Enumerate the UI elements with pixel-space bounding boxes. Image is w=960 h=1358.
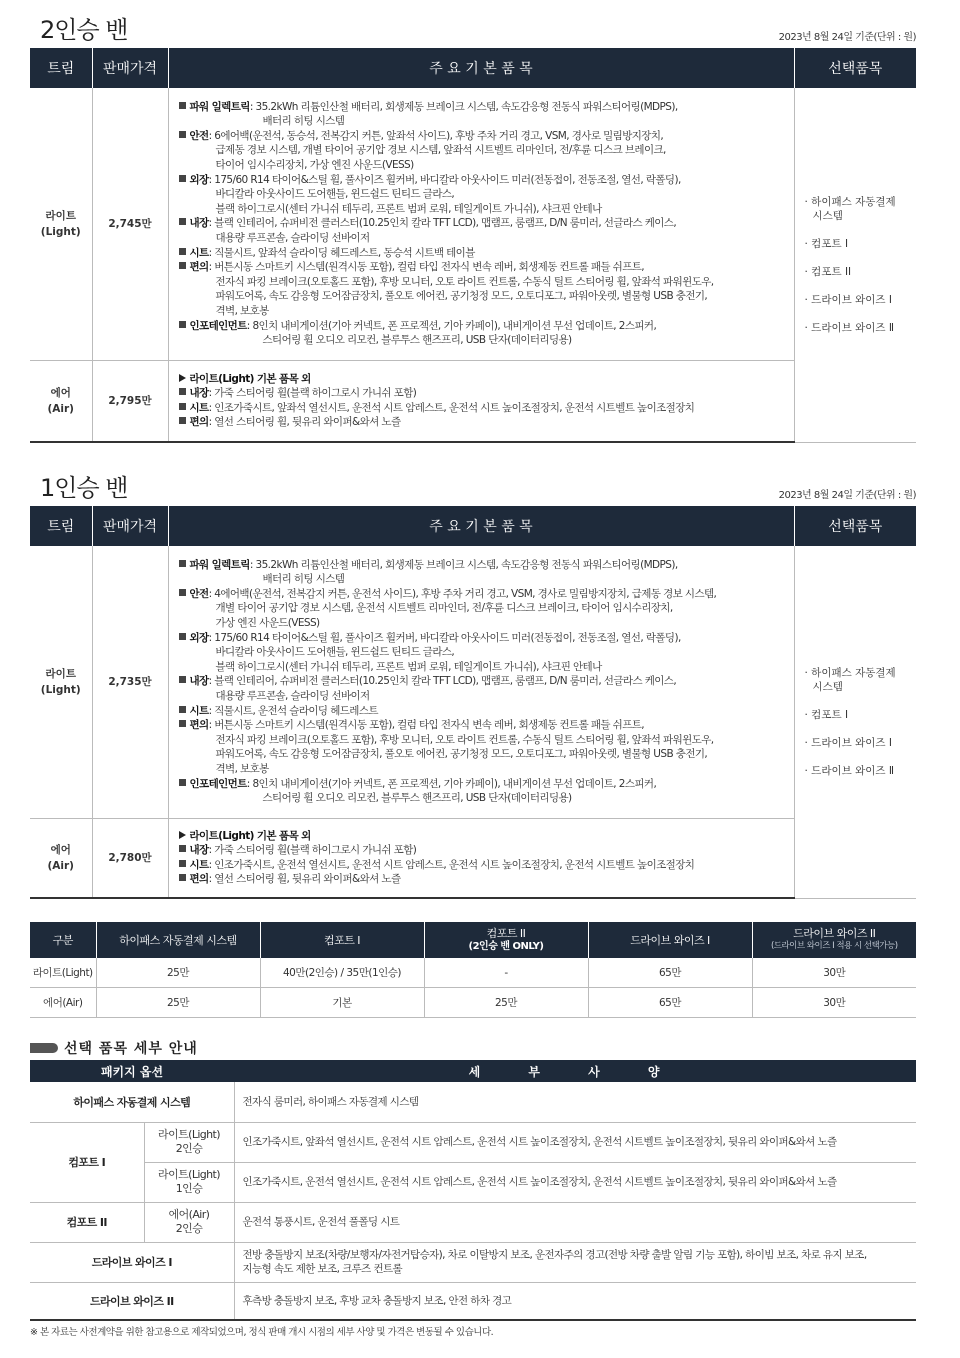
price-cell: 30만 (752, 988, 916, 1018)
feature-line (179, 631, 786, 646)
table-row (30, 1202, 916, 1242)
feature-line (179, 231, 786, 246)
option-detail-heading (30, 1038, 198, 1058)
feature-category: 외장 (189, 631, 209, 644)
feature-text: 바디칼라 아웃사이드 도어핸들, 윈드쉴드 틴티드 글라스, (215, 188, 455, 201)
table-row (30, 958, 916, 988)
feature-line (179, 858, 786, 873)
feature-text: 파워도어록, 속도 감응형 도어잠금장치, 풀오토 에어컨, 공기청정 모드, 오토디포그, 파워아웃렛, 별물형 USB 충전기, (215, 748, 708, 761)
feature-line (179, 129, 786, 144)
feature-text: 스티어링 휠 오디오 리모컨, 블루투스 핸즈프리, USB 단자(데이터리딩용) (262, 792, 572, 805)
feature-category: 안전 (189, 587, 209, 600)
feature-category: 파워 일렉트릭 (189, 558, 250, 571)
header-price: 판매가격 (92, 506, 168, 546)
trim-name: 에어 (50, 843, 71, 856)
price-header-hipass: 하이패스 자동결제 시스템 (96, 922, 260, 958)
feature-line (179, 718, 786, 733)
feature-line (179, 645, 786, 660)
price-cell: 25만 (96, 988, 260, 1018)
feature-line (179, 216, 786, 231)
detail-header-spec: 세 부 사 양 (234, 1060, 916, 1082)
feature-text: : 버튼시동 스마트키 시스템(원격시동 포함), 컬럼 타입 전자식 변속 레버, 회생제동 컨트롤 패들 쉬프트, (208, 261, 645, 274)
feature-line (179, 289, 786, 304)
feature-text: 바디칼라 아웃사이드 도어핸들, 윈드쉴드 틴티드 글라스, (215, 646, 455, 659)
feature-line (179, 704, 786, 719)
trim-name-en: (Light) (40, 225, 81, 238)
feature-line (179, 158, 786, 173)
square-bullet-icon (179, 417, 186, 424)
feature-text: : 직물시트, 앞좌석 슬라이딩 헤드레스트, 동승석 시트백 테이블 (208, 246, 475, 259)
feature-category: 파워 일렉트릭 (189, 100, 250, 113)
feature-text: 격벽, 보호봉 (215, 305, 269, 318)
option-item: · 드라이브 와이즈 Ⅱ (804, 321, 895, 334)
feature-text: 타이어 임시수리장치, 가상 엔진 사운드(VESS) (215, 159, 414, 172)
package-sub (144, 1162, 234, 1202)
feature-line (179, 558, 786, 573)
price-header-drivewise1: 드라이브 와이즈 I (588, 922, 752, 958)
price-header-category: 구분 (30, 922, 96, 958)
package-detail-line: 지능형 속도 제한 보조, 크루즈 컨트롤 (242, 1263, 403, 1275)
feature-line (179, 587, 786, 602)
feature-category: 편의 (189, 719, 209, 732)
feature-line (179, 173, 786, 188)
square-bullet-icon (179, 633, 186, 640)
feature-category: 내장 (189, 675, 209, 688)
trim-name: 라이트 (45, 667, 76, 680)
feature-text: 배터리 히팅 시스템 (262, 115, 345, 128)
feature-category: 내장 (189, 387, 209, 400)
option-list (794, 546, 916, 898)
option-item: 시스템 (812, 680, 843, 693)
price-header-drivewise2 (752, 922, 916, 958)
feature-text: : 블랙 인테리어, 슈퍼비전 클러스터(10.25인치 칼라 TFT LCD), 맵램프, 룸램프, D/N 룸미러, 선글라스 케이스, (208, 675, 677, 688)
feature-category: 외장 (189, 173, 209, 186)
price-cell: 2,795만 (92, 360, 168, 442)
feature-line (179, 689, 786, 704)
feature-line (179, 246, 786, 261)
square-bullet-icon (179, 860, 186, 867)
header-options: 선택품목 (794, 506, 916, 546)
feature-text: : 가죽 스티어링 휠(블랙 하이그로시 가니쉬 포함) (208, 387, 417, 400)
feature-line (179, 401, 786, 416)
price-cell: 2,735만 (92, 546, 168, 818)
feature-text: 배터리 히팅 시스템 (262, 573, 345, 586)
trim-cell (30, 360, 92, 442)
feature-text: : 버튼시동 스마트키 시스템(원격시동 포함), 컬럼 타입 전자식 변속 레버, 회생제동 컨트롤 패들 쉬프트, (208, 719, 645, 732)
feature-text: : 8인치 내비게이션(기아 커넥트, 폰 프로젝션, 기아 카페이), 내비게이션 무선 업데이트, 2스피커, (246, 319, 657, 332)
option-item: · 컴포트 I (804, 708, 849, 721)
trim-cell (30, 88, 92, 360)
feature-category: 인포테인먼트 (189, 319, 247, 332)
feature-text: 파워도어록, 속도 감응형 도어잠금장치, 풀오토 에어컨, 공기청정 모드, 오토디포그, 파워아웃렛, 별물형 USB 충전기, (215, 290, 708, 303)
feature-line (179, 100, 786, 115)
feature-text: : 인조가죽시트, 운전석 열선시트, 운전석 시트 암레스트, 운전석 시트 높이조절장치, 운전석 시트벨트 높이조절장치 (208, 858, 695, 871)
feature-text: 개별 타이어 공기압 경보 시스템, 운전석 시트벨트 리마인더, 전/후륜 디스크 브레이크, 타이어 임시수리장치, (215, 602, 673, 615)
price-cell: 2,745만 (92, 88, 168, 360)
heading-bar-icon (30, 1043, 58, 1053)
price-cell: 기본 (260, 988, 424, 1018)
trim-name: 라이트 (45, 209, 76, 222)
square-bullet-icon (179, 845, 186, 852)
square-bullet-icon (179, 102, 186, 109)
feature-category: 인포테인먼트 (189, 777, 247, 790)
feature-line (179, 319, 786, 334)
option-item: 시스템 (812, 209, 843, 222)
triangle-bullet-icon (179, 374, 186, 382)
package-name: 컴포트 II (30, 1202, 144, 1242)
square-bullet-icon (179, 720, 186, 727)
package-sub-trim: 에어(Air) (168, 1208, 210, 1221)
feature-text: 격벽, 보호봉 (215, 763, 269, 776)
square-bullet-icon (179, 706, 186, 713)
feature-category: 편의 (189, 261, 209, 274)
price-cell: 25만 (424, 988, 588, 1018)
square-bullet-icon (179, 874, 186, 881)
feature-text: 대용량 루프콘솔, 슬라이딩 선바이저 (215, 232, 370, 245)
square-bullet-icon (179, 560, 186, 567)
feature-line (179, 372, 786, 387)
price-header-comfort2 (424, 922, 588, 958)
price-cell: 에어(Air) (30, 988, 96, 1018)
feature-text: 가상 엔진 사운드(VESS) (215, 617, 320, 630)
header-trim: 트림 (30, 506, 92, 546)
feature-line (179, 333, 786, 348)
package-sub-seat: 2인승 (175, 1142, 203, 1155)
feature-line (179, 762, 786, 777)
price-header-drivewise2-label: 드라이브 와이즈 II (793, 927, 876, 940)
feature-line (179, 386, 786, 401)
feature-line (179, 572, 786, 587)
price-cell: 라이트(Light) (30, 958, 96, 988)
package-detail: 인조가죽시트, 앞좌석 열선시트, 운전석 시트 암레스트, 운전석 시트 높이조절장치, 운전석 시트벨트 높이조절장치, 뒷유리 와이퍼&와셔 노즐 (234, 1122, 916, 1162)
feature-text: : 열선 스티어링 휠, 뒷유리 와이퍼&와셔 노즐 (208, 416, 401, 429)
package-sub-trim: 라이트(Light) (158, 1128, 220, 1141)
feature-line (179, 747, 786, 762)
feature-text: : 35.2kWh 리튬인산철 배터리, 회생제동 브레이크 시스템, 속도감응형 전동식 파워스티어링(MDPS), (249, 558, 678, 571)
package-detail-line: 전방 충돌방지 보조(차량/보행자/자전거탑승자), 차로 이탈방지 보조, 운전자주의 경고(전방 차량 출발 알림 기능 포함), 하이빔 보조, 차로 유지 보조, (242, 1249, 867, 1261)
feature-line (179, 143, 786, 158)
square-bullet-icon (179, 248, 186, 255)
option-detail-table (30, 1060, 916, 1321)
feature-line (179, 791, 786, 806)
feature-line (179, 829, 786, 844)
feature-line (179, 187, 786, 202)
header-price: 판매가격 (92, 48, 168, 88)
feature-line (179, 304, 786, 319)
table-row (30, 988, 916, 1018)
package-sub (144, 1202, 234, 1242)
package-detail: 운전석 통풍시트, 운전석 풀폴딩 시트 (234, 1202, 916, 1242)
trim-name: 에어 (50, 386, 71, 399)
package-detail: 인조가죽시트, 운전석 열선시트, 운전석 시트 암레스트, 운전석 시트 높이조절장치, 운전석 시트벨트 높이조절장치, 뒷유리 와이퍼&와셔 노즐 (234, 1162, 916, 1202)
triangle-bullet-icon (179, 831, 186, 839)
feature-text: : 35.2kWh 리튬인산철 배터리, 회생제동 브레이크 시스템, 속도감응형 전동식 파워스티어링(MDPS), (249, 100, 678, 113)
feature-text: 급제동 경보 시스템, 개별 타이어 공기압 경보 시스템, 앞좌석 시트벨트 리마인더, 전/후륜 디스크 브레이크, (215, 144, 666, 157)
header-trim: 트림 (30, 48, 92, 88)
feature-text: : 열선 스티어링 휠, 뒷유리 와이퍼&와셔 노즐 (208, 873, 401, 886)
feature-text: : 블랙 인테리어, 슈퍼비전 클러스터(10.25인치 칼라 TFT LCD), 맵램프, 룸램프, D/N 룸미러, 선글라스 케이스, (208, 217, 677, 230)
feature-text: 스티어링 휠 오디오 리모컨, 블루투스 핸즈프리, USB 단자(데이터리딩용) (262, 334, 572, 347)
table-row (30, 1082, 916, 1122)
option-price-table (30, 922, 916, 1018)
package-name: 드라이브 와이즈 I (30, 1242, 234, 1282)
price-header-drivewise2-sub: (드라이브 와이즈 I 적용 시 선택가능) (770, 941, 898, 951)
square-bullet-icon (179, 321, 186, 328)
price-cell: 30만 (752, 958, 916, 988)
package-name: 하이패스 자동결제 시스템 (30, 1082, 234, 1122)
feature-category: 편의 (189, 416, 209, 429)
option-item: · 컴포트 I (804, 237, 849, 250)
option-list (794, 88, 916, 442)
section-title: 1인승 밴 (40, 474, 128, 502)
feature-line (179, 777, 786, 792)
option-item: · 드라이브 와이즈 Ⅱ (804, 764, 895, 777)
package-name: 컴포트 I (30, 1122, 144, 1202)
feature-text: 대용량 루프콘솔, 슬라이딩 선바이저 (215, 690, 370, 703)
feature-list (168, 360, 794, 442)
feature-line (179, 616, 786, 631)
table-row (30, 1122, 916, 1162)
feature-line (179, 601, 786, 616)
price-cell: 2,780만 (92, 818, 168, 898)
feature-category: 안전 (189, 129, 209, 142)
feature-category: 내장 (189, 217, 209, 230)
square-bullet-icon (179, 262, 186, 269)
feature-text: : 직물시트, 운전석 슬라이딩 헤드레스트 (208, 704, 378, 717)
spec-table-1seat (30, 506, 916, 899)
option-item: · 컴포트 II (804, 265, 852, 278)
header-features: 주 요 기 본 품 목 (168, 506, 794, 546)
package-detail (234, 1242, 916, 1282)
price-cell: 25만 (96, 958, 260, 988)
feature-category: 시트 (189, 401, 209, 414)
footnote: ※ 본 자료는 사전계약을 위한 참고용으로 제작되었으며, 정식 판매 개시 시점의 세부 사양 및 가격은 변동될 수 있습니다. (30, 1327, 494, 1338)
price-header-comfort1: 컴포트 I (260, 922, 424, 958)
feature-text: : 인조가죽시트, 앞좌석 열선시트, 운전석 시트 암레스트, 운전석 시트 높이조절장치, 운전석 시트벨트 높이조절장치 (208, 401, 695, 414)
feature-list (168, 818, 794, 898)
feature-text: : 4에어백(운전석, 전복감지 커튼, 운전석 사이드), 후방 주차 거리 경고, VSM, 경사로 밀림방지장치, 급제동 경보 시스템, (208, 587, 717, 600)
spec-table-2seat (30, 48, 916, 443)
price-cell: - (424, 958, 588, 988)
header-options: 선택품목 (794, 48, 916, 88)
price-header-comfort2-sub: (2인승 밴 ONLY) (468, 941, 544, 952)
package-detail: 후측방 충돌방지 보조, 후방 교차 충돌방지 보조, 안전 하차 경고 (234, 1282, 916, 1320)
table-row (30, 1282, 916, 1320)
feature-line (179, 275, 786, 290)
package-detail: 전자식 룸미러, 하이패스 자동결제 시스템 (234, 1082, 916, 1122)
trim-cell (30, 546, 92, 818)
feature-category: 라이트(Light) 기본 품목 외 (189, 372, 311, 385)
feature-line (179, 660, 786, 675)
package-sub (144, 1122, 234, 1162)
header-features: 주 요 기 본 품 목 (168, 48, 794, 88)
option-detail-heading-text: 선택 품목 세부 안내 (64, 1041, 198, 1057)
price-cell: 65만 (588, 958, 752, 988)
feature-text: : 6에어백(운전석, 동승석, 전복감지 커튼, 앞좌석 사이드), 후방 주차 거리 경고, VSM, 경사로 밀림방지장치, (208, 129, 664, 142)
price-header-comfort2-label: 컴포트 II (486, 927, 526, 940)
square-bullet-icon (179, 676, 186, 683)
option-item: · 하이패스 자동결제 (804, 195, 896, 208)
table-row (30, 1162, 916, 1202)
square-bullet-icon (179, 403, 186, 410)
section-date: 2023년 8월 24일 기준(단위 : 원) (778, 490, 916, 501)
feature-line (179, 733, 786, 748)
feature-text: : 175/60 R14 타이어&스틸 휠, 풀사이즈 휠커버, 바디칼라 아웃사이드 미러(전동접이, 전동조절, 열선, 락폴딩), (208, 173, 681, 186)
feature-line (179, 674, 786, 689)
table-row (30, 1242, 916, 1282)
section-date: 2023년 8월 24일 기준(단위 : 원) (778, 32, 916, 43)
feature-text: 블랙 하이그로시(센터 가니쉬 테두리, 프론트 범퍼 로워, 테일게이트 가니쉬), 샤크핀 안테나 (215, 660, 602, 673)
feature-line (179, 202, 786, 217)
feature-category: 라이트(Light) 기본 품목 외 (189, 829, 311, 842)
square-bullet-icon (179, 175, 186, 182)
trim-name-en: (Air) (47, 402, 74, 415)
feature-line (179, 114, 786, 129)
feature-line (179, 260, 786, 275)
square-bullet-icon (179, 131, 186, 138)
option-item: · 드라이브 와이즈 Ⅰ (804, 293, 892, 306)
option-item: · 하이패스 자동결제 (804, 666, 896, 679)
square-bullet-icon (179, 218, 186, 225)
feature-text: 전자식 파킹 브레이크(오토홀드 포함), 후방 모니터, 오토 라이트 컨트롤, 수동식 틸트 스티어링 휠, 앞좌석 파워윈도우, (215, 733, 714, 746)
feature-category: 편의 (189, 873, 209, 886)
package-sub-seat: 1인승 (175, 1182, 203, 1195)
feature-text: 전자식 파킹 브레이크(오토홀드 포함), 후방 모니터, 오토 라이트 컨트롤, 수동식 틸트 스티어링 휠, 앞좌석 파워윈도우, (215, 275, 714, 288)
section-title: 2인승 밴 (40, 16, 128, 44)
feature-category: 시트 (189, 858, 209, 871)
feature-category: 시트 (189, 704, 209, 717)
trim-cell (30, 818, 92, 898)
package-name: 드라이브 와이즈 II (30, 1282, 234, 1320)
trim-name-en: (Air) (47, 859, 74, 872)
feature-line (179, 872, 786, 887)
feature-text: : 175/60 R14 타이어&스틸 휠, 풀사이즈 휠커버, 바디칼라 아웃사이드 미러(전동접이, 전동조절, 열선, 락폴딩), (208, 631, 681, 644)
feature-line (179, 415, 786, 430)
feature-text: : 가죽 스티어링 휠(블랙 하이그로시 가니쉬 포함) (208, 844, 417, 857)
square-bullet-icon (179, 388, 186, 395)
square-bullet-icon (179, 779, 186, 786)
price-cell: 40만(2인승) / 35만(1인승) (260, 958, 424, 988)
feature-text: : 8인치 내비게이션(기아 커넥트, 폰 프로젝션, 기아 카페이), 내비게이션 무선 업데이트, 2스피커, (246, 777, 657, 790)
square-bullet-icon (179, 589, 186, 596)
price-cell: 65만 (588, 988, 752, 1018)
feature-text: 블랙 하이그로시(센터 가니쉬 테두리, 프론트 범퍼 로워, 테일게이트 가니쉬), 샤크핀 안테나 (215, 202, 602, 215)
feature-list (168, 88, 794, 360)
feature-line (179, 843, 786, 858)
package-sub-seat: 2인승 (175, 1222, 203, 1235)
trim-name-en: (Light) (40, 683, 81, 696)
feature-category: 시트 (189, 246, 209, 259)
option-item: · 드라이브 와이즈 Ⅰ (804, 736, 892, 749)
feature-list (168, 546, 794, 818)
feature-category: 내장 (189, 844, 209, 857)
package-sub-trim: 라이트(Light) (158, 1168, 220, 1181)
detail-header-package: 패키지 옵션 (30, 1060, 234, 1082)
